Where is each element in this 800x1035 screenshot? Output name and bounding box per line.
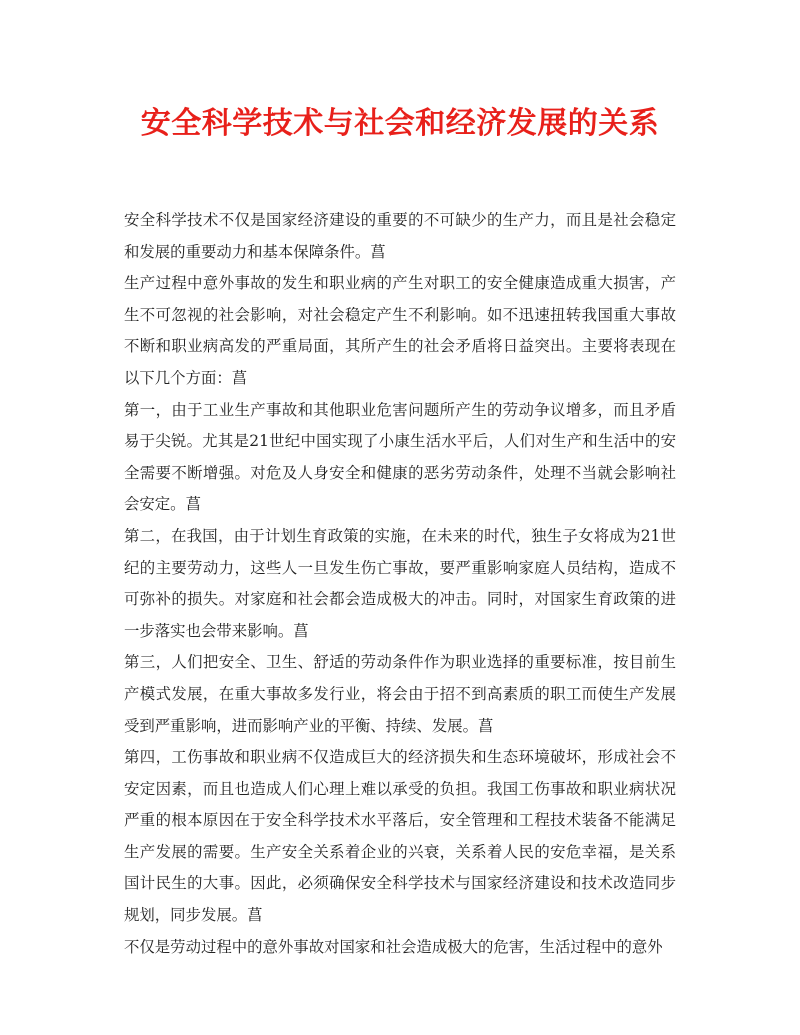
paragraph-impact: 生产过程中意外事故的发生和职业病的产生对职工的安全健康造成重大损害，产生不可忽视的社会影响，对社会稳定产生不利影响。如不迅速扭转我国重大事故不断和职业病高发的严重局面，其所产生的社会矛盾将日益突出。主要将表现在以下几个方面：菖 <box>124 274 676 387</box>
paragraph-third: 第三，人们把安全、卫生、舒适的劳动条件作为职业选择的重要标准，按目前生产模式发展，在重大事故多发行业，将会由于招不到高素质的职工而使生产发展受到严重影响，进而影响产业的平衡、持续、发展。菖 <box>124 653 676 735</box>
paragraph-fourth: 第四，工伤事故和职业病不仅造成巨大的经济损失和生态环境破坏，形成社会不安定因素，而且也造成人们心理上难以承受的负担。我国工伤事故和职业病状况严重的根本原因在于安全科学技术水平落后，安全管理和工程技术装备不能满足生产发展的需要。生产安全关系着企业的兴衰，关系着人民的安危幸福，是关系国计民生的大事。因此，必须确保安全科学技术与国家经济建设和技术改造同步规划，同步发展。菖 <box>124 748 676 925</box>
paragraph-first: 第一，由于工业生产事故和其他职业危害问题所产生的劳动争议增多，而且矛盾易于尖锐。尤其是21世纪中国实现了小康生活水平后，人们对生产和生活中的安全需要不断增强。对危及人身安全和健康的恶劣劳动条件，处理不当就会影响社会安定。菖 <box>124 400 676 514</box>
document-title: 安全科学技术与社会和经济发展的关系 <box>140 106 660 141</box>
paragraph-continued: 不仅是劳动过程中的意外事故对国家和社会造成极大的危害，生活过程中的意外 <box>124 937 663 956</box>
paragraph-intro: 安全科学技术不仅是国家经济建设的重要的不可缺少的生产力，而且是社会稳定和发展的重要动力和基本保障条件。菖 <box>124 211 676 261</box>
document-body <box>124 205 676 963</box>
paragraph-second: 第二，在我国，由于计划生育政策的实施，在未来的时代，独生子女将成为21世纪的主要劳动力，这些人一旦发生伤亡事故，要严重影响家庭人员结构，造成不可弥补的损失。对家庭和社会都会造成极大的冲击。同时，对国家生育政策的进一步落实也会带来影响。菖 <box>124 526 676 640</box>
